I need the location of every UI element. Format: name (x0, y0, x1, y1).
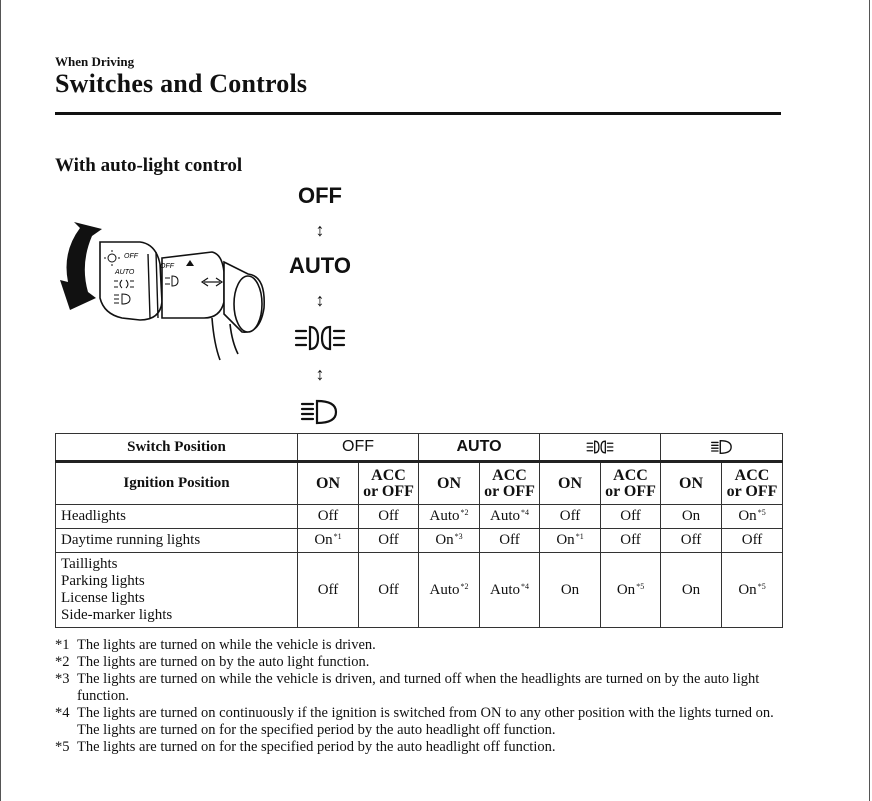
row-label-line: Parking lights (61, 573, 145, 589)
table-cell (601, 505, 661, 529)
cell-value: Auto (429, 581, 460, 598)
page-title: Switches and Controls (55, 69, 308, 98)
stalk-label-off: OFF (124, 253, 138, 260)
cell-value: Off (317, 581, 339, 598)
table-cell (601, 529, 661, 553)
row-label-line: Taillights (61, 556, 118, 572)
footnote-text: The lights are turned on continuously if the ignition is switched from ON to any other position with the lights turned on. The lights are turned on for the specified period by the auto headlight off function. (77, 705, 774, 738)
switch-ring-inner (162, 252, 224, 318)
footnote-ref: *1 (575, 532, 584, 541)
footnote-ref: *2 (460, 581, 469, 591)
footnote-ref: *5 (757, 508, 766, 517)
table-cell (298, 505, 359, 529)
cell-value: On (435, 532, 454, 548)
cell-value: On (681, 508, 701, 524)
stalk-label-auto: AUTO (115, 269, 135, 276)
switch-parking-header (540, 434, 661, 462)
cell-value: Auto (490, 581, 520, 598)
parking-lights-icon (284, 322, 356, 354)
row-label-line: Side-marker lights (61, 607, 173, 623)
table-cell (359, 529, 419, 553)
cell-value: Off (741, 532, 763, 548)
switch-auto-header: AUTO (419, 434, 540, 462)
table-cell (359, 505, 419, 529)
cell-value: Auto (490, 508, 520, 524)
subheading: With auto-light control (55, 155, 243, 176)
table-cell (298, 553, 359, 628)
ignition-acc-header: ACC or OFF (601, 462, 661, 505)
ignition-on-header: ON (419, 462, 480, 505)
ignition-position-header: Ignition Position (56, 462, 298, 505)
title-divider (55, 112, 781, 115)
cell-value: Off (620, 508, 641, 524)
footnote-text: The lights are turned on for the specified period by the auto headlight off function. (77, 739, 556, 755)
footnote-mark: *3 (55, 671, 70, 687)
cell-value: Off (620, 532, 641, 548)
switch-position-sequence (284, 182, 356, 428)
ignition-on-header: ON (298, 462, 359, 505)
table-cell (540, 553, 601, 628)
row-label-line: Daytime running lights (61, 532, 201, 548)
footnote (55, 705, 785, 739)
table-cell (540, 529, 601, 553)
cell-value: Off (378, 508, 399, 524)
table-cell (419, 553, 480, 628)
table-cell (419, 529, 480, 553)
stalk-label-off-ring: OFF (160, 263, 174, 270)
ignition-on-header: ON (661, 462, 722, 505)
table-cell (722, 505, 783, 529)
row-label (56, 505, 298, 529)
table-cell (480, 553, 540, 628)
cell-value: Off (378, 581, 399, 598)
cell-value: Auto (429, 508, 460, 524)
switch-position-header: Switch Position (56, 434, 298, 462)
table-cell (661, 553, 722, 628)
section-label: When Driving (55, 54, 135, 69)
footnote-ref: *3 (454, 532, 463, 541)
ignition-acc-header: ACC or OFF (722, 462, 783, 505)
cell-value: Off (680, 532, 702, 548)
table-row (56, 505, 783, 529)
footnote (55, 739, 785, 756)
footnotes (55, 637, 785, 756)
cell-value: On (556, 532, 575, 548)
footnote-ref: *1 (333, 532, 342, 541)
footnote (55, 637, 785, 654)
footnote-ref: *2 (460, 508, 469, 517)
table-cell (661, 505, 722, 529)
parking-lights-icon (583, 439, 617, 455)
table-cell (601, 553, 661, 628)
step-auto-label: AUTO (289, 253, 351, 278)
footnote-text: The lights are turned on by the auto light function. (77, 654, 370, 670)
cell-value: Off (499, 532, 520, 548)
row-label (56, 529, 298, 553)
ignition-on-header: ON (540, 462, 601, 505)
footnote-mark: *2 (55, 654, 70, 670)
table-cell (480, 505, 540, 529)
table-row (56, 529, 783, 553)
page-border-right (869, 0, 870, 801)
cell-value: On (681, 581, 701, 598)
table-cell (540, 505, 601, 529)
footnote-text: The lights are turned on while the vehicle is driven. (77, 637, 376, 653)
table-cell (722, 553, 783, 628)
rotation-arrow-icon (60, 222, 102, 310)
arrow-updown-icon: ↕ (315, 220, 325, 240)
table-cell (298, 529, 359, 553)
footnote (55, 671, 785, 705)
footnote-mark: *5 (55, 739, 70, 755)
cell-value: Off (378, 532, 399, 548)
cell-value: On (738, 581, 757, 598)
table-cell (661, 529, 722, 553)
headlight-icon (284, 396, 356, 428)
table-cell (419, 505, 480, 529)
cell-value: On (314, 532, 333, 548)
cell-value: On (738, 508, 757, 524)
switch-headlight-header (661, 434, 783, 462)
light-function-table (55, 433, 783, 628)
row-label-line: License lights (61, 590, 145, 606)
table-row (56, 553, 783, 628)
row-label-line: Headlights (61, 508, 126, 524)
arrow-updown-icon: ↕ (315, 364, 325, 384)
ignition-acc-header: ACC or OFF (480, 462, 540, 505)
footnote-text: The lights are turned on while the vehicle is driven, and turned off when the headlights are turned on by the auto light function. (77, 671, 760, 704)
arrow-updown-icon: ↕ (315, 290, 325, 310)
ignition-acc-header: ACC or OFF (359, 462, 419, 505)
footnote (55, 654, 785, 671)
switch-off-header: OFF (298, 434, 419, 462)
table-cell (359, 553, 419, 628)
page-border-left (0, 0, 1, 801)
light-switch-stalk-illustration (52, 214, 272, 362)
cell-value: On (560, 581, 580, 598)
cell-value: Off (559, 508, 581, 524)
headlight-icon (709, 439, 735, 455)
footnote-ref: *5 (757, 581, 766, 591)
row-label (56, 553, 298, 628)
footnote-mark: *1 (55, 637, 70, 653)
footnote-mark: *4 (55, 705, 70, 721)
table-cell (722, 529, 783, 553)
cell-value: Off (317, 508, 339, 524)
footnote-ref: *4 (521, 508, 529, 517)
cell-value: On (616, 581, 636, 598)
step-off-label: OFF (298, 183, 342, 208)
footnote-ref: *5 (636, 581, 645, 591)
footnote-ref: *4 (521, 581, 529, 591)
table-cell (480, 529, 540, 553)
